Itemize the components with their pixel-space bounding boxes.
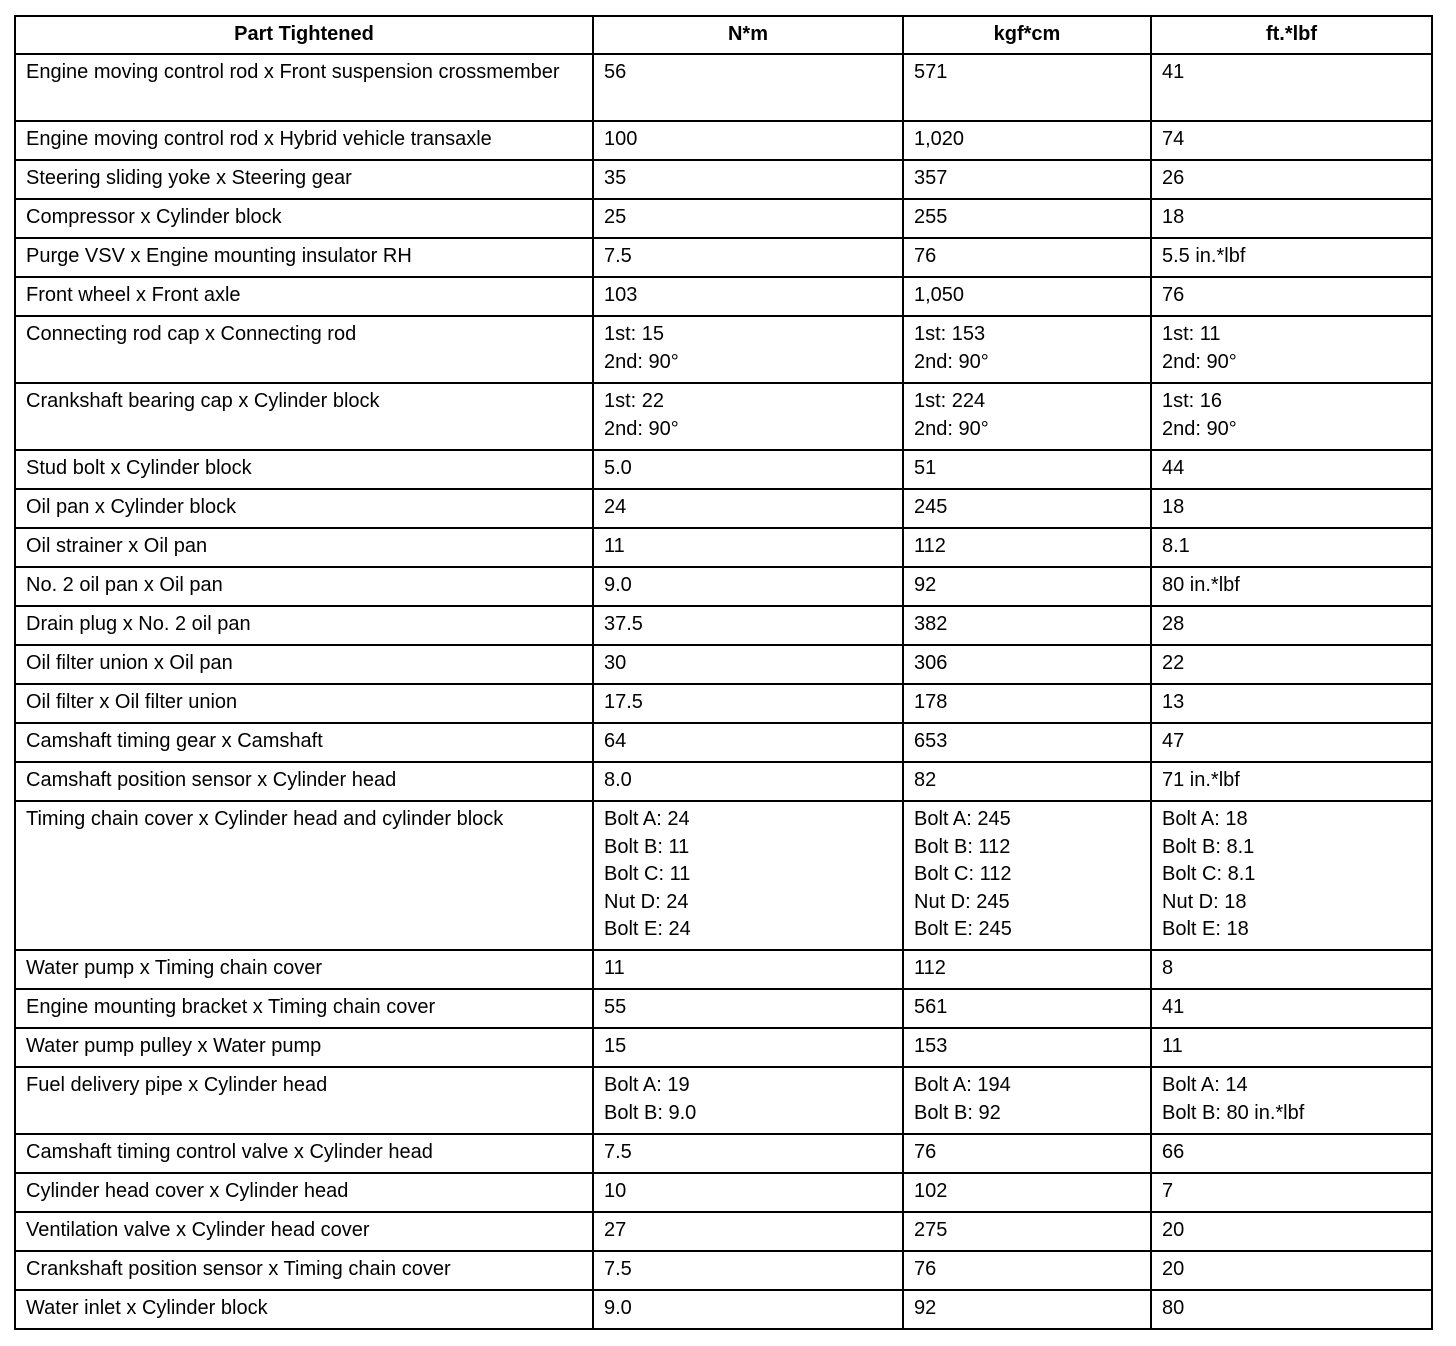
cell-part: Fuel delivery pipe x Cylinder head	[15, 1067, 593, 1134]
cell-nm: 9.0	[593, 1290, 903, 1329]
cell-nm: 24	[593, 489, 903, 528]
header-kgfcm: kgf*cm	[903, 16, 1151, 54]
cell-nm: 9.0	[593, 567, 903, 606]
cell-part: Crankshaft bearing cap x Cylinder block	[15, 383, 593, 450]
cell-part: Drain plug x No. 2 oil pan	[15, 606, 593, 645]
cell-kgfcm: 178	[903, 684, 1151, 723]
table-row	[15, 316, 1432, 383]
cell-part: Camshaft position sensor x Cylinder head	[15, 762, 593, 801]
cell-nm: 7.5	[593, 238, 903, 277]
cell-ftlbf: 20	[1151, 1212, 1432, 1251]
cell-part: Oil pan x Cylinder block	[15, 489, 593, 528]
cell-part: Engine moving control rod x Hybrid vehicle transaxle	[15, 121, 593, 160]
table-row	[15, 199, 1432, 238]
cell-kgfcm: 255	[903, 199, 1151, 238]
cell-part: Camshaft timing gear x Camshaft	[15, 723, 593, 762]
torque-spec-table	[14, 15, 1433, 1330]
table-row	[15, 762, 1432, 801]
cell-kgfcm: 357	[903, 160, 1151, 199]
cell-kgfcm: 112	[903, 950, 1151, 989]
cell-nm: 7.5	[593, 1134, 903, 1173]
table-row	[15, 606, 1432, 645]
cell-ftlbf: 80	[1151, 1290, 1432, 1329]
cell-kgfcm: Bolt A: 245 Bolt B: 112 Bolt C: 112 Nut D: 245 Bolt E: 245	[903, 801, 1151, 950]
table-row	[15, 450, 1432, 489]
cell-ftlbf: 44	[1151, 450, 1432, 489]
cell-part: Stud bolt x Cylinder block	[15, 450, 593, 489]
cell-ftlbf: 13	[1151, 684, 1432, 723]
cell-part: Water pump x Timing chain cover	[15, 950, 593, 989]
cell-nm: 64	[593, 723, 903, 762]
cell-ftlbf: 76	[1151, 277, 1432, 316]
cell-nm: 15	[593, 1028, 903, 1067]
cell-ftlbf: 18	[1151, 199, 1432, 238]
cell-kgfcm: 561	[903, 989, 1151, 1028]
cell-part: Purge VSV x Engine mounting insulator RH	[15, 238, 593, 277]
cell-kgfcm: 51	[903, 450, 1151, 489]
cell-ftlbf: 74	[1151, 121, 1432, 160]
cell-kgfcm: 1st: 224 2nd: 90°	[903, 383, 1151, 450]
table-row	[15, 989, 1432, 1028]
cell-ftlbf: 41	[1151, 989, 1432, 1028]
cell-kgfcm: 102	[903, 1173, 1151, 1212]
cell-kgfcm: 82	[903, 762, 1151, 801]
cell-part: Oil filter union x Oil pan	[15, 645, 593, 684]
table-row	[15, 684, 1432, 723]
cell-ftlbf: 26	[1151, 160, 1432, 199]
cell-ftlbf: 47	[1151, 723, 1432, 762]
table-row	[15, 54, 1432, 121]
table-row	[15, 489, 1432, 528]
header-part-tightened: Part Tightened	[15, 16, 593, 54]
table-row	[15, 1134, 1432, 1173]
cell-part: Camshaft timing control valve x Cylinder head	[15, 1134, 593, 1173]
cell-ftlbf: 1st: 16 2nd: 90°	[1151, 383, 1432, 450]
cell-ftlbf: 11	[1151, 1028, 1432, 1067]
cell-ftlbf: 28	[1151, 606, 1432, 645]
cell-kgfcm: 245	[903, 489, 1151, 528]
table-row	[15, 383, 1432, 450]
cell-ftlbf: 66	[1151, 1134, 1432, 1173]
table-row	[15, 801, 1432, 950]
cell-nm: 35	[593, 160, 903, 199]
table-row	[15, 645, 1432, 684]
cell-nm: 30	[593, 645, 903, 684]
cell-part: Compressor x Cylinder block	[15, 199, 593, 238]
cell-nm: 8.0	[593, 762, 903, 801]
cell-nm: 25	[593, 199, 903, 238]
cell-part: Connecting rod cap x Connecting rod	[15, 316, 593, 383]
table-row	[15, 1212, 1432, 1251]
cell-part: Crankshaft position sensor x Timing chain cover	[15, 1251, 593, 1290]
table-row	[15, 1290, 1432, 1329]
cell-kgfcm: 275	[903, 1212, 1151, 1251]
table-row	[15, 1251, 1432, 1290]
cell-ftlbf: 41	[1151, 54, 1432, 121]
table-row	[15, 1067, 1432, 1134]
cell-ftlbf: Bolt A: 14 Bolt B: 80 in.*lbf	[1151, 1067, 1432, 1134]
cell-part: Water inlet x Cylinder block	[15, 1290, 593, 1329]
cell-nm: Bolt A: 24 Bolt B: 11 Bolt C: 11 Nut D: 24 Bolt E: 24	[593, 801, 903, 950]
cell-nm: 100	[593, 121, 903, 160]
cell-nm: 17.5	[593, 684, 903, 723]
cell-ftlbf: 8	[1151, 950, 1432, 989]
cell-kgfcm: 653	[903, 723, 1151, 762]
cell-part: Oil strainer x Oil pan	[15, 528, 593, 567]
cell-nm: 11	[593, 950, 903, 989]
table-row	[15, 238, 1432, 277]
cell-part: Timing chain cover x Cylinder head and cylinder block	[15, 801, 593, 950]
cell-nm: 1st: 22 2nd: 90°	[593, 383, 903, 450]
cell-kgfcm: 571	[903, 54, 1151, 121]
cell-nm: 10	[593, 1173, 903, 1212]
cell-part: Engine mounting bracket x Timing chain cover	[15, 989, 593, 1028]
cell-nm: 27	[593, 1212, 903, 1251]
cell-ftlbf: 80 in.*lbf	[1151, 567, 1432, 606]
cell-ftlbf: 22	[1151, 645, 1432, 684]
cell-kgfcm: 382	[903, 606, 1151, 645]
table-row	[15, 121, 1432, 160]
header-ftlbf: ft.*lbf	[1151, 16, 1432, 54]
cell-ftlbf: 20	[1151, 1251, 1432, 1290]
cell-part: Cylinder head cover x Cylinder head	[15, 1173, 593, 1212]
table-header-row	[15, 16, 1432, 54]
table-row	[15, 1173, 1432, 1212]
cell-nm: 55	[593, 989, 903, 1028]
cell-kgfcm: Bolt A: 194 Bolt B: 92	[903, 1067, 1151, 1134]
cell-kgfcm: 1,050	[903, 277, 1151, 316]
cell-nm: Bolt A: 19 Bolt B: 9.0	[593, 1067, 903, 1134]
cell-part: Water pump pulley x Water pump	[15, 1028, 593, 1067]
cell-ftlbf: 71 in.*lbf	[1151, 762, 1432, 801]
cell-kgfcm: 92	[903, 567, 1151, 606]
cell-nm: 37.5	[593, 606, 903, 645]
cell-ftlbf: 18	[1151, 489, 1432, 528]
cell-kgfcm: 76	[903, 1134, 1151, 1173]
table-row	[15, 160, 1432, 199]
table-row	[15, 723, 1432, 762]
cell-nm: 1st: 15 2nd: 90°	[593, 316, 903, 383]
cell-kgfcm: 306	[903, 645, 1151, 684]
cell-nm: 7.5	[593, 1251, 903, 1290]
cell-ftlbf: 7	[1151, 1173, 1432, 1212]
cell-part: No. 2 oil pan x Oil pan	[15, 567, 593, 606]
cell-kgfcm: 1,020	[903, 121, 1151, 160]
cell-nm: 56	[593, 54, 903, 121]
cell-kgfcm: 76	[903, 1251, 1151, 1290]
cell-kgfcm: 153	[903, 1028, 1151, 1067]
table-row	[15, 277, 1432, 316]
cell-part: Oil filter x Oil filter union	[15, 684, 593, 723]
cell-nm: 11	[593, 528, 903, 567]
cell-nm: 5.0	[593, 450, 903, 489]
table-row	[15, 528, 1432, 567]
header-nm: N*m	[593, 16, 903, 54]
cell-part: Engine moving control rod x Front suspension crossmember	[15, 54, 593, 121]
cell-nm: 103	[593, 277, 903, 316]
table-row	[15, 1028, 1432, 1067]
cell-kgfcm: 92	[903, 1290, 1151, 1329]
table-row	[15, 567, 1432, 606]
table-row	[15, 950, 1432, 989]
cell-ftlbf: 8.1	[1151, 528, 1432, 567]
cell-kgfcm: 76	[903, 238, 1151, 277]
cell-ftlbf: Bolt A: 18 Bolt B: 8.1 Bolt C: 8.1 Nut D: 18 Bolt E: 18	[1151, 801, 1432, 950]
cell-part: Front wheel x Front axle	[15, 277, 593, 316]
cell-part: Steering sliding yoke x Steering gear	[15, 160, 593, 199]
cell-ftlbf: 1st: 11 2nd: 90°	[1151, 316, 1432, 383]
cell-part: Ventilation valve x Cylinder head cover	[15, 1212, 593, 1251]
cell-kgfcm: 1st: 153 2nd: 90°	[903, 316, 1151, 383]
cell-ftlbf: 5.5 in.*lbf	[1151, 238, 1432, 277]
cell-kgfcm: 112	[903, 528, 1151, 567]
